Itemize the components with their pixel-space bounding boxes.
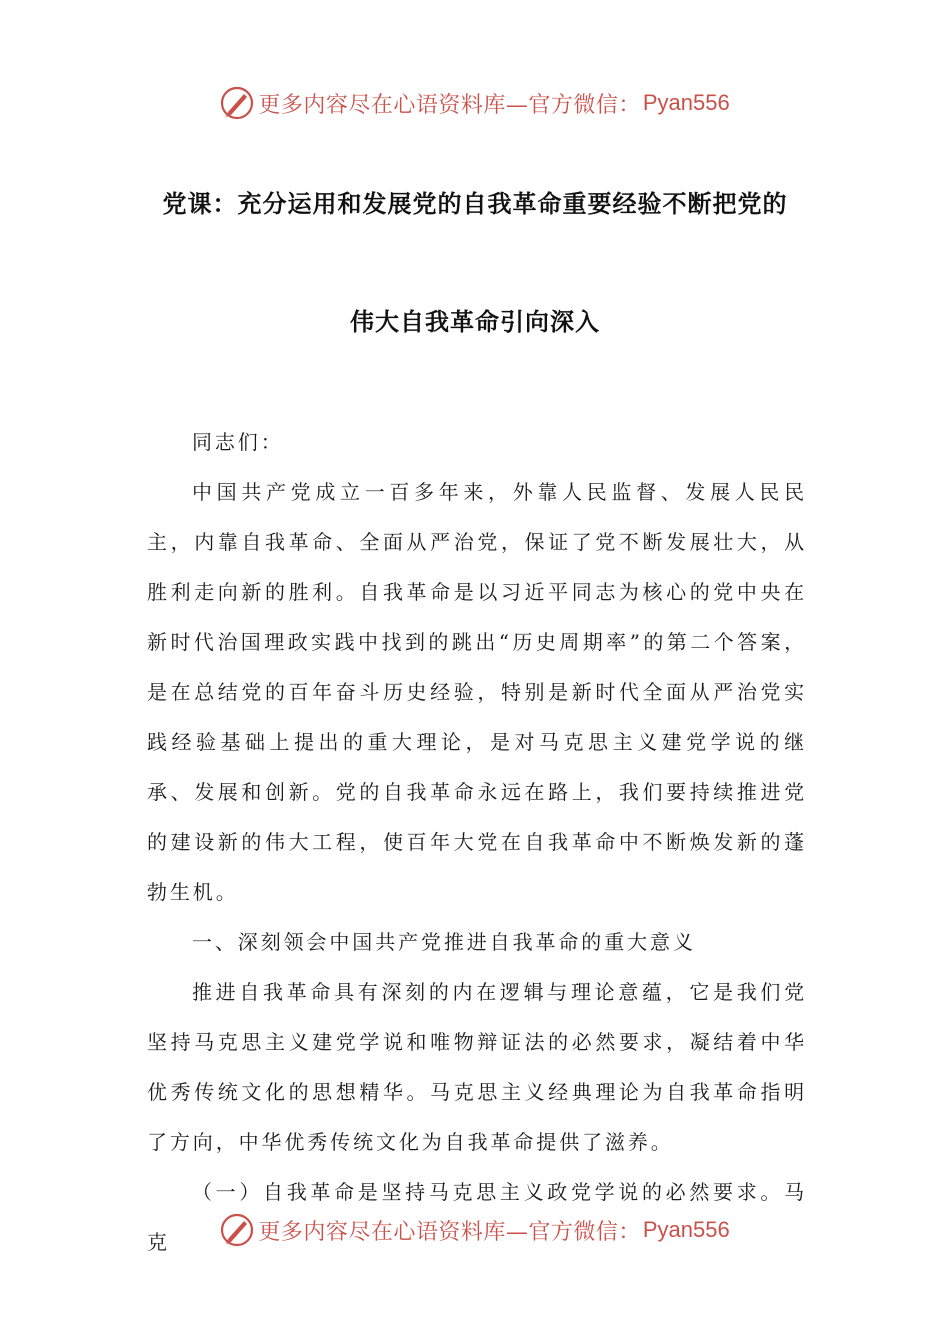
section-heading: 一、深刻领会中国共产党推进自我革命的重大意义 xyxy=(192,930,696,954)
watermark-text: 更多内容尽在心语资料库—官方微信： xyxy=(258,92,641,118)
paragraph: 推进自我革命具有深刻的内在逻辑与理论意蕴，它是我们党坚持马克思主义建党学说和唯物辩证法的必然要求，凝结着中华优秀传统文化的思想精华。马克思主义经典理论为自我革命指明了方向，中华优秀传统文化为自我革命提供了滋养。 xyxy=(147,980,807,1154)
paragraph: （一）自我革命是坚持马克思主义政党学说的必然要求。马克 xyxy=(147,1180,807,1254)
pen-logo-icon xyxy=(220,86,254,120)
watermark-banner-top xyxy=(0,83,950,123)
document-body xyxy=(147,417,807,1267)
pen-logo-icon xyxy=(220,1213,254,1247)
document-title-line1: 党课：充分运用和发展党的自我革命重要经验不断把党的 xyxy=(162,190,788,218)
watermark-wechat-id: Pyan556 xyxy=(642,90,730,115)
watermark-text: 更多内容尽在心语资料库—官方微信： xyxy=(258,1219,641,1245)
salutation: 同志们： xyxy=(192,430,284,454)
watermark-banner-bottom xyxy=(0,1210,950,1250)
watermark-wechat-id: Pyan556 xyxy=(642,1217,730,1242)
document-title-line2: 伟大自我革命引向深入 xyxy=(350,308,600,336)
paragraph: 中国共产党成立一百多年来，外靠人民监督、发展人民民主，内靠自我革命、全面从严治党，保证了党不断发展壮大，从胜利走向新的胜利。自我革命是以习近平同志为核心的党中央在新时代治国理政实践中找到的跳出“历史周期率”的第二个答案，是在总结党的百年奋斗历史经验，特别是新时代全面从严治党实践经验基础上提出的重大理论，是对马克思主义建党学说的继承、发展和创新。党的自我革命永远在路上，我们要持续推进党的建设新的伟大工程，使百年大党在自我革命中不断焕发新的蓬勃生机。 xyxy=(147,480,807,904)
